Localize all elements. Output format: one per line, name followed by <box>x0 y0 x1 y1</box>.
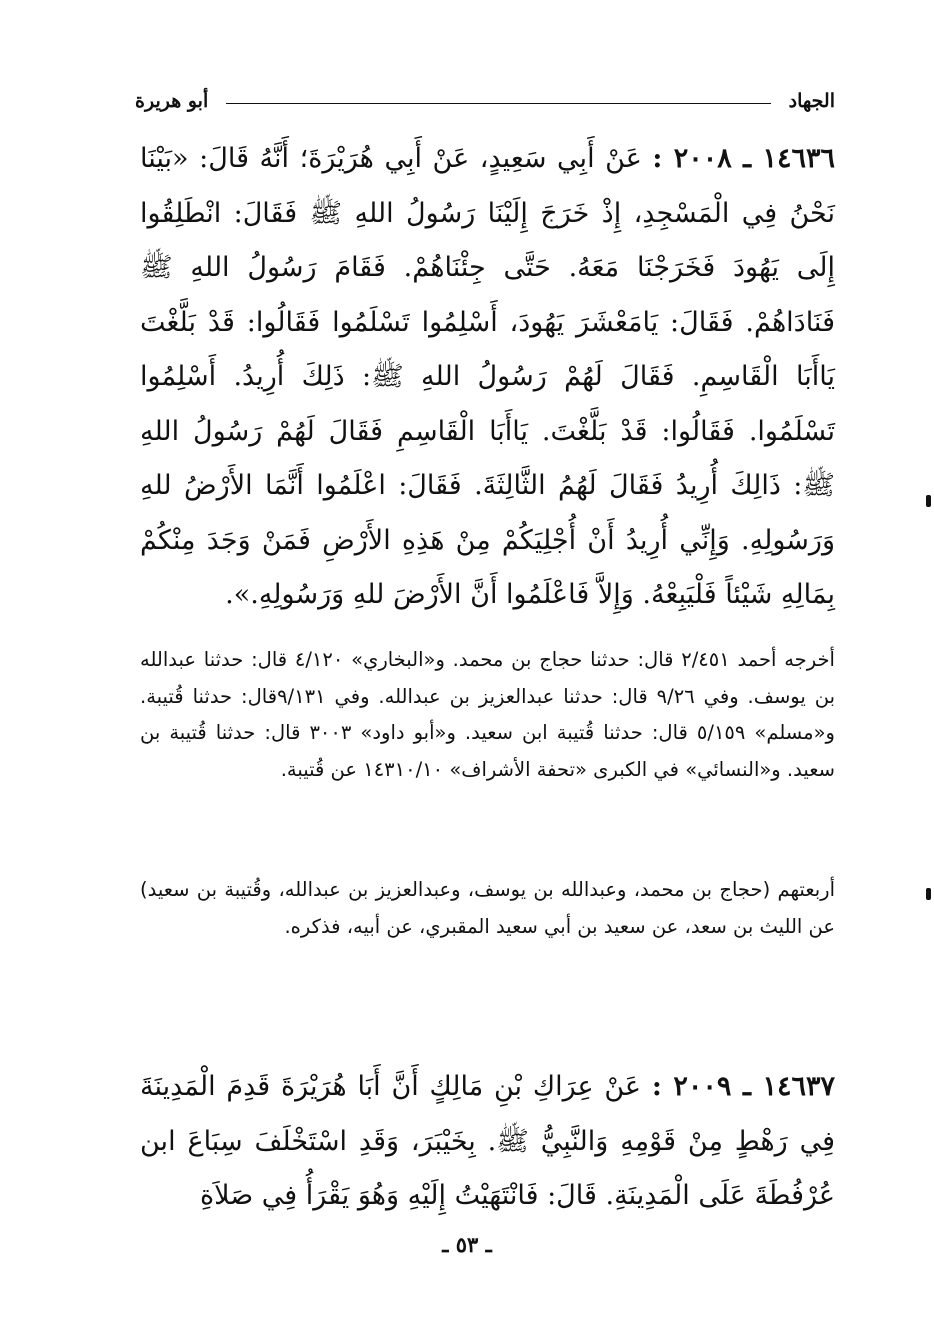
hadith-1 <box>140 132 835 623</box>
takhrij-paragraph: أخرجه أحمد ٢/٤٥١ قال: حدثنا حجاج بن محمد. و«البخاري» ٤/١٢٠ قال: حدثنا عبدالله بن يوسف. وفي ٩/٢٦ قال: حدثنا عبدالعزيز بن عبدالله. وفي ٩/١٣١قال: حدثنا قُتيبة. و«مسلم» ٥/١٥٩ قال: حدثنا قُتيبة ابن سعيد. و«أبو داود» ٣٠٠٣ قال: حدثنا قُتيبة بن سعيد. و«النسائي» في الكبرى «تحفة الأشراف» ١٤٣١٠/١٠ عن قُتيبة. <box>140 648 835 781</box>
header-rule <box>226 103 770 104</box>
hadith-2-number: ١٤٦٣٧ ـ ٢٠٠٩ : <box>651 1071 835 1102</box>
isnad-paragraph: أربعتهم (حجاج بن محمد، وعبدالله بن يوسف، وعبدالعزيز بن عبدالله، وقُتيبة بن سعيد) عن الليث بن سعد، عن سعيد بن أبي سعيد المقبري، عن أبيه، فذكره. <box>140 878 835 938</box>
hadith-2-text: عَنْ عِرَاكِ بْنِ مَالِكٍ أَنَّ أَبَا هُرَيْرَةَ قَدِمَ الْمَدِينَةَ فِي رَهْطٍ مِنْ قَوْمِهِ وَالنَّبِيُّ ﷺ. بِخَيْبَرَ، وَقَدِ اسْتَخْلَفَ سِبَاعَ ابن عُرْفُطَةَ عَلَى الْمَدِينَةِ. قَالَ: فَانْتَهَيْتُ إِلَيْهِ وَهُوَ يَقْرَأُ فِي صَلاَةِ <box>140 1071 835 1211</box>
running-header <box>135 86 835 116</box>
margin-mark <box>926 495 931 507</box>
margin-mark <box>926 888 931 900</box>
hadith-2 <box>140 1060 835 1224</box>
hadith-1-number: ١٤٦٣٦ ـ ٢٠٠٨ : <box>652 143 835 174</box>
author-name: أبو هريرة <box>135 90 209 112</box>
section-title: الجهاد <box>788 90 835 112</box>
page-number: ـ ٥٣ ـ <box>442 1232 492 1257</box>
hadith-1-text: عَنْ أَبِي سَعِيدٍ، عَنْ أَبِي هُرَيْرَةَ؛ أَنَّهُ قَالَ: «بَيْنَا نَحْنُ فِي الْمَسْجِدِ، إِذْ خَرَجَ إِلَيْنَا رَسُولُ اللهِ ﷺ فَقَالَ: انْطَلِقُوا إِلَى يَهُودَ فَخَرَجْنَا مَعَهُ. حَتَّى جِئْنَاهُمْ. فَقَامَ رَسُولُ اللهِ ﷺ فَنَادَاهُمْ. فَقَالَ: يَامَعْشَرَ يَهُودَ، أَسْلِمُوا تَسْلَمُوا فَقَالُوا: قَدْ بَلَّغْتَ يَاأَبَا الْقَاسِمِ. فَقَالَ لَهُمْ رَسُولُ اللهِ ﷺ: ذَلِكَ أُرِيدُ. أَسْلِمُوا تَسْلَمُوا. فَقَالُوا: قَدْ بَلَّغْتَ. يَاأَبَا الْقَاسِمِ فَقَالَ لَهُمْ رَسُولُ اللهِ ﷺ: ذَالِكَ أُرِيدُ فَقَالَ لَهُمُ الثَّالِثَةَ. فَقَالَ: اعْلَمُوا أَنَّمَا الأَرْضُ للهِ وَرَسُولِهِ. وَإِنِّي أُرِيدُ أَنْ أُجْلِيَكُمْ مِنْ هَذِهِ الأَرْضِ فَمَنْ وَجَدَ مِنْكُمْ بِمَالِهِ شَيْئاً فَلْيَبِعْهُ. وَإِلاَّ فَاعْلَمُوا أَنَّ الأَرْضَ للهِ وَرَسُولِهِ.». <box>140 143 835 610</box>
